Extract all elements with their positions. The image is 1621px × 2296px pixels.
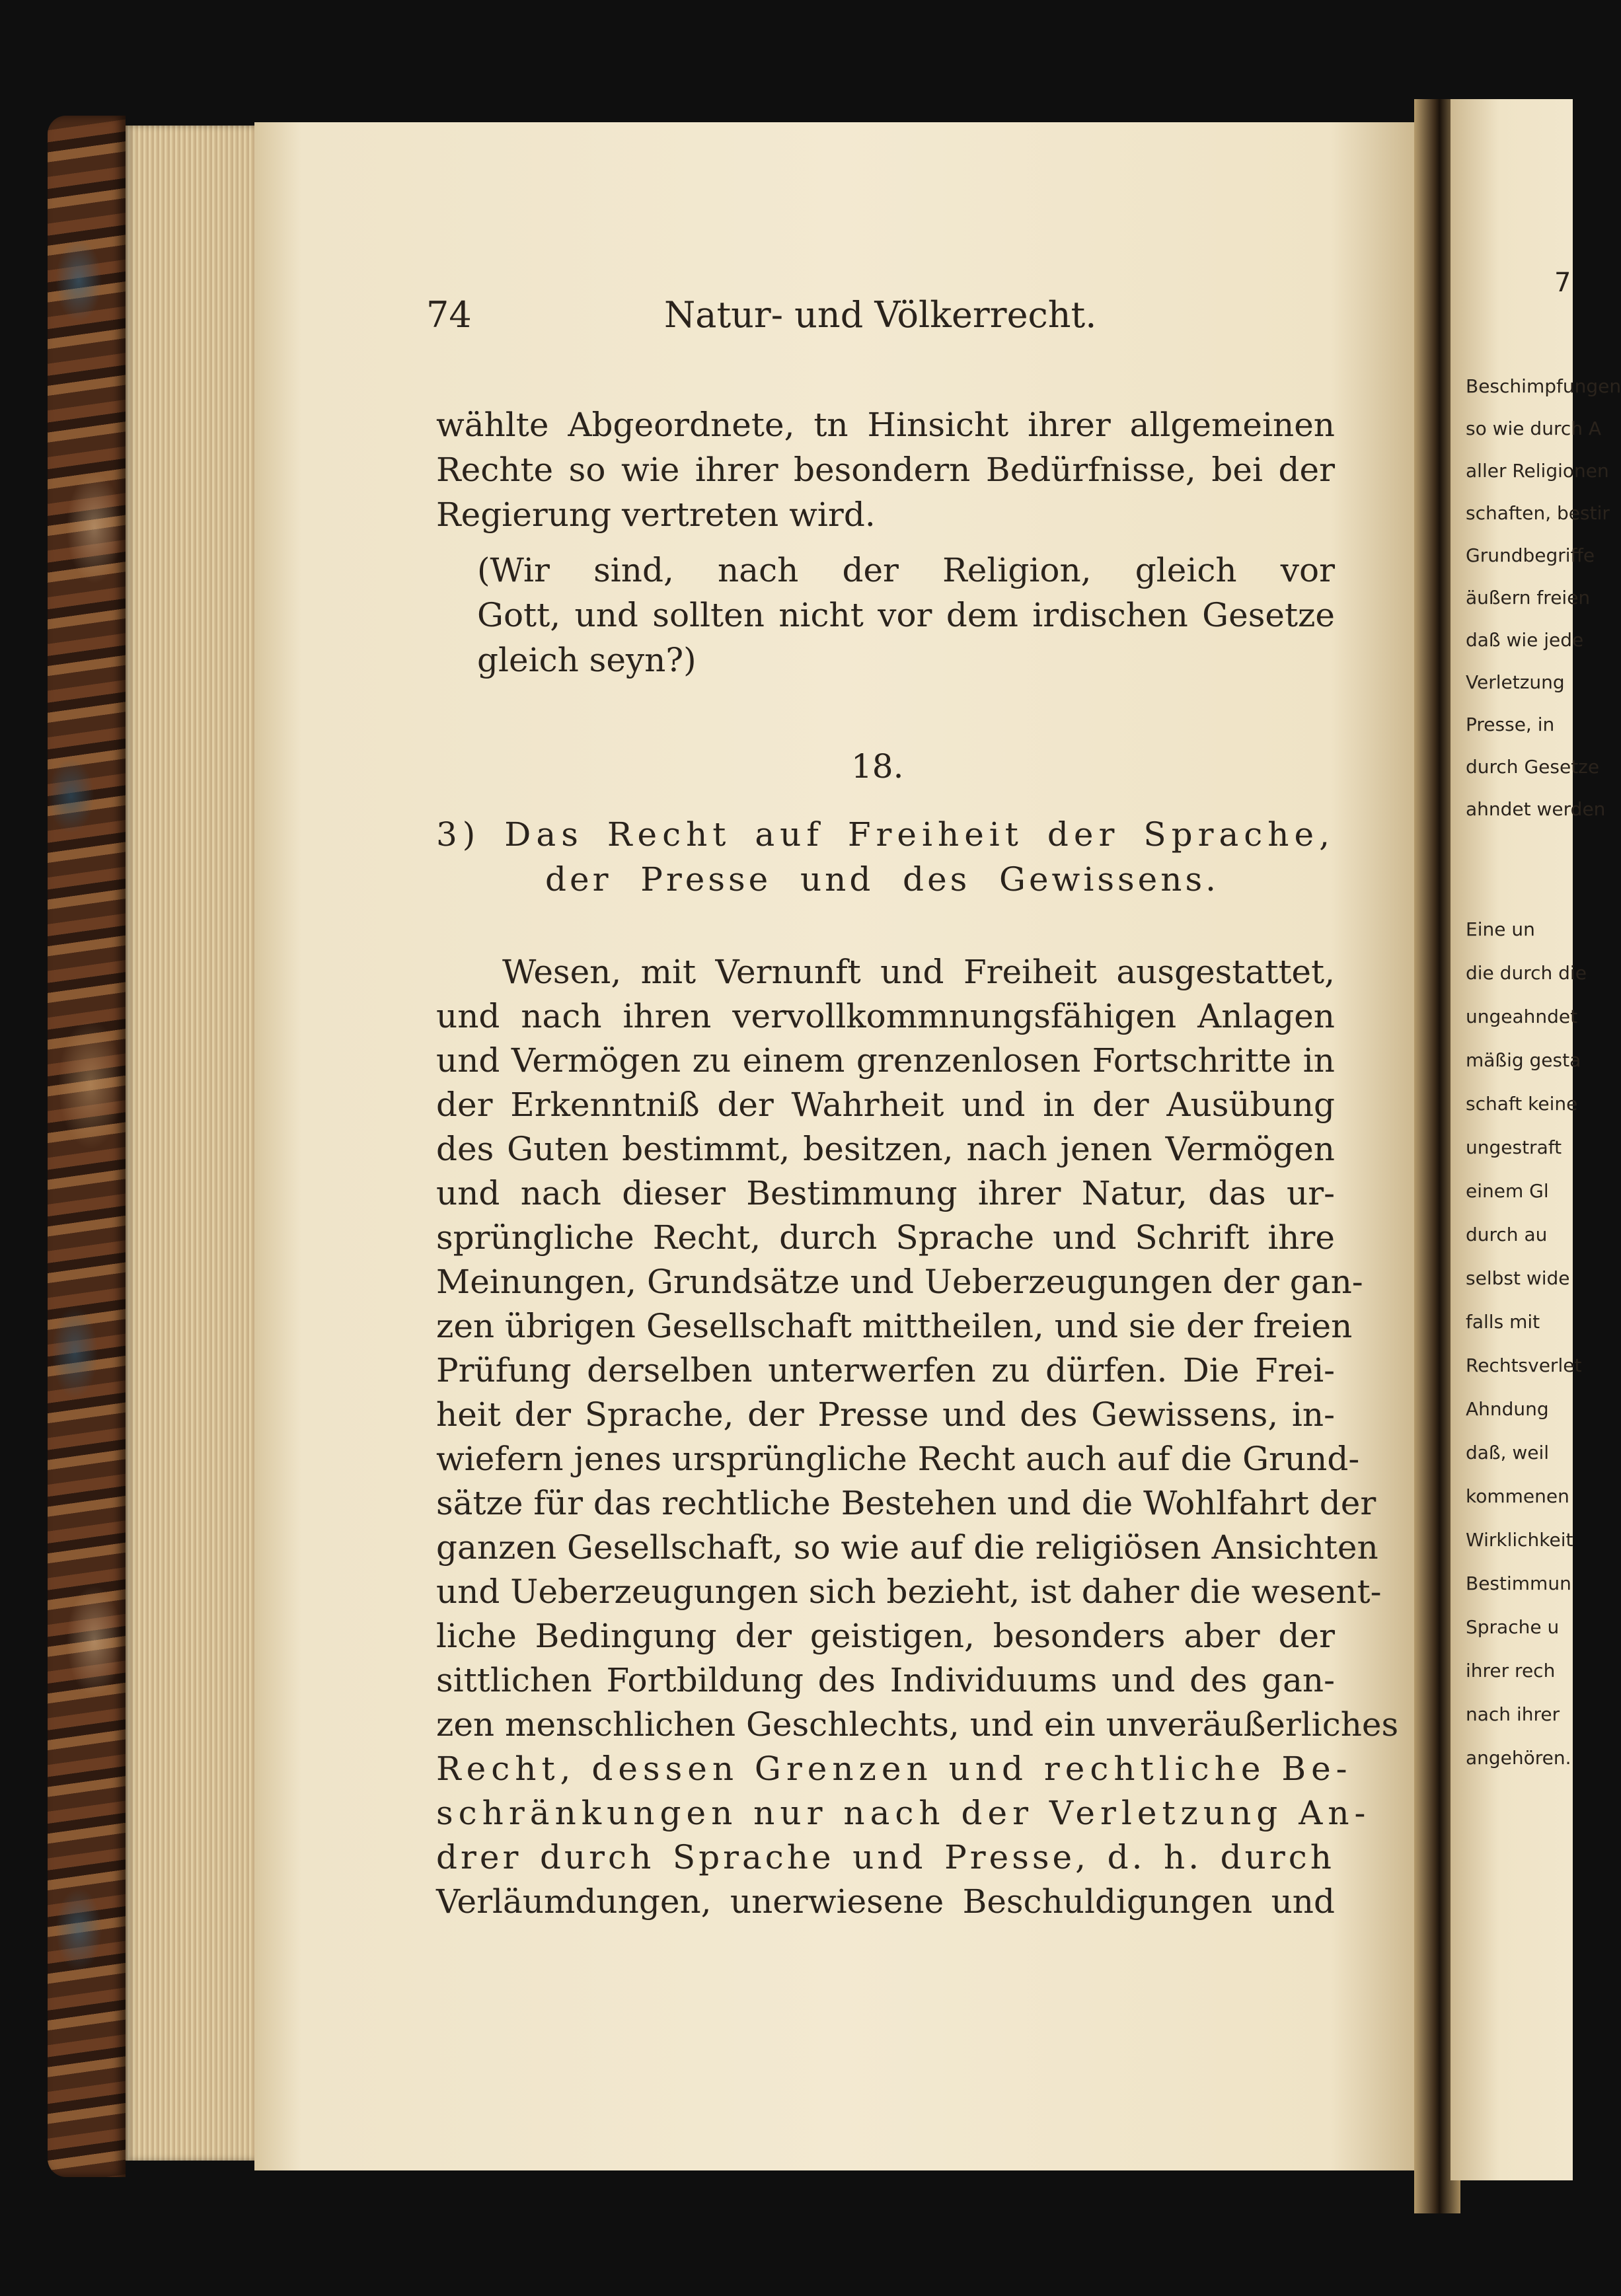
- facing-line: Grundbegriffe: [1466, 544, 1595, 566]
- paragraph-line: liche Bedingung der geistigen, besonders aber der: [436, 1617, 1335, 1655]
- facing-line: ungestraft: [1466, 1136, 1562, 1158]
- text-line: Rechte so wie ihrer besondern Bedürfnisse, bei der: [436, 451, 1335, 489]
- paragraph-line: sittlichen Fortbildung des Individuums und des gan-: [436, 1661, 1335, 1699]
- facing-line: ihrer rech: [1466, 1660, 1556, 1682]
- note-line: (Wir sind, nach der Religion, gleich vor: [477, 551, 1335, 589]
- paragraph-line: Prüfung derselben unterwerfen zu dürfen. Die Frei-: [436, 1351, 1335, 1389]
- page-number: 74: [426, 294, 472, 336]
- facing-line: Wirklichkeit: [1466, 1529, 1573, 1551]
- facing-line: so wie durch A: [1466, 418, 1602, 439]
- note-line: gleich seyn?): [477, 641, 697, 679]
- paragraph-line: und Vermögen zu einem grenzenlosen Fortschritte in: [436, 1041, 1335, 1080]
- facing-line: äußern freien: [1466, 587, 1591, 609]
- paragraph-line: Wesen, mit Vernunft und Freiheit ausgestattet,: [502, 953, 1335, 991]
- facing-line: daß wie jede: [1466, 629, 1584, 651]
- facing-line: nach ihrer: [1466, 1703, 1560, 1725]
- paragraph-line: Verläumdungen, unerwiesene Beschuldigungen und: [436, 1882, 1335, 1921]
- facing-line: die durch die: [1466, 962, 1587, 984]
- paragraph-line: zen übrigen Gesellschaft mittheilen, und sie der freien: [436, 1307, 1353, 1345]
- paragraph-line: sätze für das rechtliche Bestehen und die Wohlfahrt der: [436, 1484, 1376, 1522]
- facing-line: daß, weil: [1466, 1442, 1550, 1463]
- facing-line: ungeahndet: [1466, 1006, 1578, 1027]
- facing-line: selbst wide: [1466, 1267, 1570, 1289]
- paragraph-line: Recht, dessen Grenzen und rechtliche Be-: [436, 1750, 1353, 1788]
- facing-line: aller Religionen: [1466, 460, 1609, 482]
- facing-line: Eine un: [1466, 918, 1535, 940]
- paragraph-line: schränkungen nur nach der Verletzung An-: [436, 1794, 1371, 1832]
- paragraph-line: zen menschlichen Geschlechts, und ein unveräußerliches: [436, 1705, 1399, 1744]
- paragraph-line: der Erkenntniß der Wahrheit und in der Ausübung: [436, 1086, 1335, 1124]
- facing-line: Sprache u: [1466, 1616, 1560, 1638]
- facing-line: schaft keine: [1466, 1093, 1578, 1115]
- text-line: Regierung vertreten wird.: [436, 496, 876, 534]
- paragraph-line: Meinungen, Grundsätze und Ueberzeugungen der gan-: [436, 1263, 1363, 1301]
- text-line: wählte Abgeordnete, tn Hinsicht ihrer allgemeinen: [436, 406, 1335, 444]
- facing-line: Ahndung: [1466, 1398, 1549, 1420]
- running-title: Natur- und Völkerrecht.: [664, 294, 1097, 336]
- facing-line: durch Gesetze: [1466, 756, 1600, 778]
- facing-line: Verletzung: [1466, 671, 1565, 693]
- facing-line: Bestimmun: [1466, 1573, 1571, 1594]
- paragraph-line: ganzen Gesellschaft, so wie auf die religiösen Ansichten: [436, 1528, 1378, 1567]
- facing-line: ahndet werden: [1466, 798, 1606, 820]
- facing-line: Beschimpfungen: [1466, 375, 1621, 397]
- facing-line: Presse, in: [1466, 714, 1555, 735]
- facing-line: durch au: [1466, 1224, 1548, 1245]
- facing-page-number: 7: [1554, 268, 1571, 298]
- facing-line: schaften, bestir: [1466, 502, 1610, 524]
- note-line: Gott, und sollten nicht vor dem irdischen Gesetze: [477, 596, 1335, 634]
- paragraph-line: und nach dieser Bestimmung ihrer Natur, das ur-: [436, 1174, 1335, 1212]
- page-edges: [126, 126, 258, 2161]
- section-heading-line: 3) Das Recht auf Freiheit der Sprache,: [436, 815, 1335, 854]
- section-heading-line: der Presse und des Gewissens.: [545, 860, 1219, 899]
- facing-line: mäßig gesta: [1466, 1049, 1581, 1071]
- marbled-cover: [48, 116, 126, 2177]
- facing-line: kommenen: [1466, 1485, 1569, 1507]
- paragraph-line: und Ueberzeugungen sich bezieht, ist daher die wesent-: [436, 1573, 1382, 1611]
- facing-line: einem Gl: [1466, 1180, 1549, 1202]
- paragraph-line: wiefern jenes ursprüngliche Recht auch auf die Grund-: [436, 1440, 1360, 1478]
- facing-line: angehören.: [1466, 1747, 1571, 1769]
- paragraph-line: heit der Sprache, der Presse und des Gewissens, in-: [436, 1395, 1335, 1434]
- section-number: 18.: [851, 747, 904, 786]
- paragraph-line: des Guten bestimmt, besitzen, nach jenen Vermögen: [436, 1130, 1335, 1168]
- paragraph-line: sprüngliche Recht, durch Sprache und Schrift ihre: [436, 1218, 1335, 1257]
- paragraph-line: und nach ihren vervollkommnungsfähigen Anlagen: [436, 997, 1335, 1035]
- paragraph-line: drer durch Sprache und Presse, d. h. durch: [436, 1838, 1335, 1876]
- facing-line: falls mit: [1466, 1311, 1540, 1333]
- facing-line: Rechtsverlet: [1466, 1354, 1582, 1376]
